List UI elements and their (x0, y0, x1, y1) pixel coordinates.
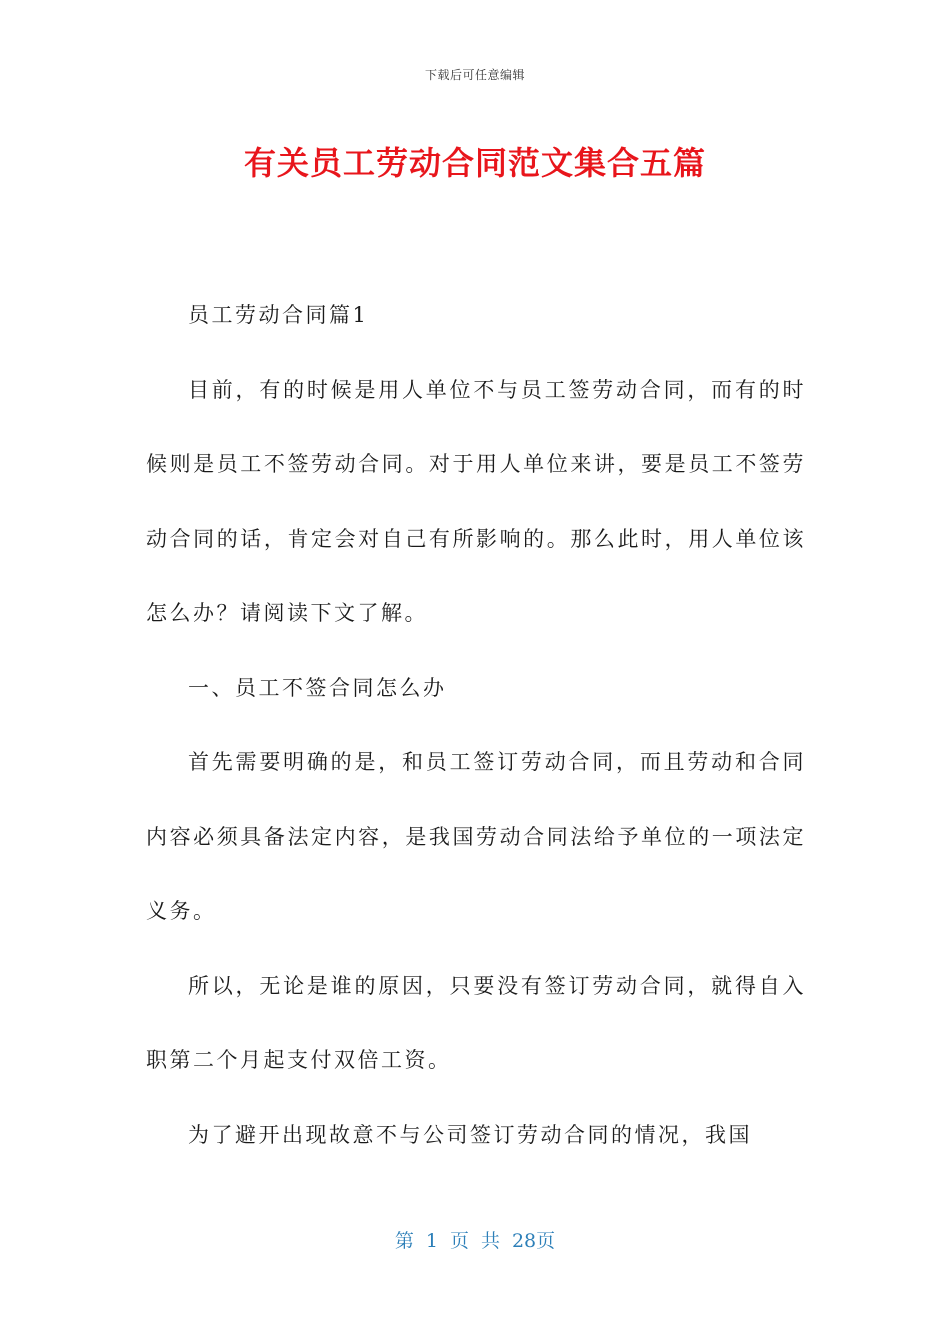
footer-page-label: 第 (394, 1230, 414, 1252)
paragraph: 目前，有的时候是用人单位不与员工签劳动合同，而有的时候则是员工不签劳动合同。对于用人单位来讲，要是员工不签劳动合同的话，肯定会对自己有所影响的。那么此时，用人单位该怎么办？请阅读下文了解。 (146, 377, 806, 625)
paragraph: 所以，无论是谁的原因，只要没有签订劳动合同，就得自入职第二个月起支付双倍工资。 (146, 973, 806, 1072)
section-heading: 一、员工不签合同怎么办 (188, 675, 447, 700)
paragraph: 首先需要明确的是，和员工签订劳动合同，而且劳动和合同内容必须具备法定内容，是我国劳动合同法给予单位的一项法定义务。 (146, 750, 806, 923)
document-title: 有关员工劳动合同范文集合五篇 (243, 144, 706, 182)
paragraph: 为了避开出现故意不与公司签订劳动合同的情况，我国 (188, 1122, 752, 1147)
footer-total-label: 共 (480, 1230, 500, 1252)
footer-unit-label: 页 (449, 1230, 469, 1252)
total-pages: 28页 (511, 1230, 556, 1252)
document-body (146, 278, 806, 1172)
page-footer (0, 1226, 950, 1253)
current-page-number: 1 (425, 1230, 438, 1252)
header-note: 下载后可任意编辑 (424, 68, 525, 82)
section-heading: 员工劳动合同篇1 (188, 303, 369, 327)
